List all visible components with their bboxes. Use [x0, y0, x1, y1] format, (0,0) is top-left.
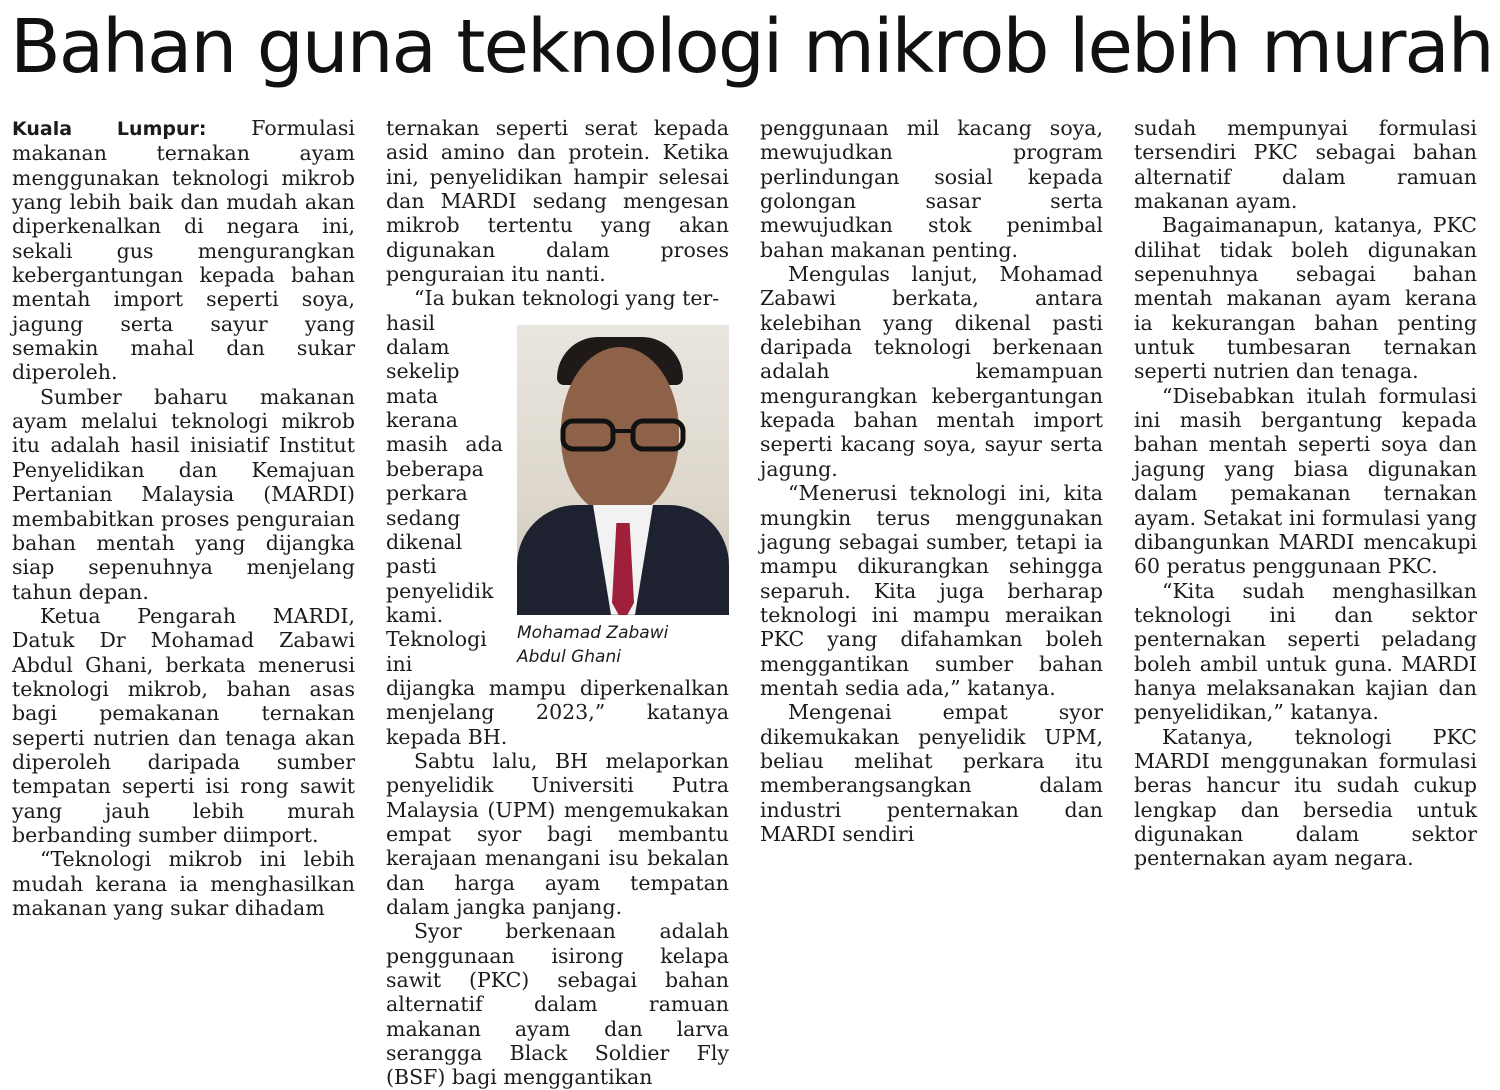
paragraph: penggunaan mil kacang soya, mewujudkan program perlindungan sosial kepada golongan sasar serta mewujudkan stok penimbal bahan makanan penting. [760, 116, 1103, 262]
article-column-2 [386, 116, 729, 1090]
paragraph: “Disebabkan itulah formulasi ini masih bergantung kepada bahan mentah seperti soya dan jagung yang biasa digunakan dalam pemakanan ternakan ayam. Setakat ini formulasi yang dibangunkan MARDI mencakupi 60 peratus penggunaan PKC. [1134, 383, 1477, 579]
photo-figure [517, 311, 739, 669]
paragraph: “Menerusi teknologi ini, kita mungkin terus menggunakan jagung sebagai sumber, tetapi ia mampu dikurangkan sehingga separuh. Kita juga berharap teknologi ini mampu meraikan PKC yang difahamkan boleh menggantikan sumber bahan mentah sedia ada,” katanya. [760, 481, 1103, 700]
paragraph: Sabtu lalu, BH melaporkan penyelidik Universiti Putra Malaysia (UPM) mengemukakan empat syor bagi membantu kerajaan menangani isu bekalan dan harga ayam tempatan dalam jangka panjang. [386, 748, 729, 919]
article-column-1 [12, 116, 355, 920]
paragraph-text: Formulasi makanan ternakan ayam menggunakan teknologi mikrob yang lebih baik dan mudah akan diperkenalkan di negara ini, sekali gus mengurangkan kebergantungan kepada bahan mentah import seperti soya, jagung serta sayur yang semakin mahal dan sukar diperoleh. [12, 116, 355, 385]
paragraph: Mengenai empat syor dikemukakan penyelidik UPM, beliau melihat perkara itu memberangsangkan dalam industri penternakan dan MARDI sendiri [760, 700, 1103, 846]
paragraph: Syor berkenaan adalah penggunaan isirong kelapa sawit (PKC) sebagai bahan alternatif dalam ramuan makanan ayam dan larva serangga Black Soldier Fly (BSF) bagi menggantikan [386, 919, 729, 1090]
paragraph: Sumber baharu makanan ayam melalui teknologi mikrob itu adalah hasil inisiatif Institut Penyelidikan dan Kemajuan Pertanian Malaysia (MARDI) membabitkan proses penguraian bahan mentah yang dijangka siap sepenuhnya menjelang tahun depan. [12, 384, 355, 604]
paragraph: “Kita sudah menghasilkan teknologi ini dan sektor penternakan seperti peladang boleh ambil untuk guna. MARDI hanya melaksanakan kajian dan penyelidikan,” katanya. [1134, 578, 1477, 725]
caption-line: Mohamad Zabawi [517, 622, 669, 643]
paragraph: “Teknologi mikrob ini lebih mudah kerana ia menghasilkan makanan yang sukar dihadam [12, 847, 355, 920]
article-column-4 [1134, 116, 1477, 871]
paragraph: sudah mempunyai formulasi tersendiri PKC sebagai bahan alternatif dalam ramuan makanan ayam. [1134, 116, 1477, 214]
paragraph: “Ia bukan teknologi yang ter- [414, 286, 720, 311]
paragraph: ternakan seperti serat kepada asid amino dan protein. Ketika ini, penyelidikan hampir selesai dan MARDI sedang mengesan mikrob tertentu yang akan digunakan dalam proses penguraian itu nanti. [386, 116, 729, 287]
paragraph [12, 116, 355, 385]
photo-caption [517, 621, 739, 669]
glasses-icon [557, 417, 689, 453]
caption-line: Abdul Ghani [517, 646, 621, 667]
headline: Bahan guna teknologi mikrob lebih murah [10, 4, 1493, 90]
paragraph: Bagaimanapun, katanya, PKC dilihat tidak boleh digunakan sepenuhnya sebagai bahan mentah makanan ayam kerana ia kekurangan bahan penting untuk tumbesaran ternakan seperti nutrien dan tenaga. [1134, 213, 1477, 384]
article-column-3 [760, 116, 1103, 846]
paragraph: Katanya, teknologi PKC MARDI menggunakan formulasi beras hancur itu sudah cukup lengkap dan bersedia untuk digunakan dalam sektor penternakan ayam negara. [1134, 724, 1477, 871]
paragraph: hasil dalam sekelip mata kerana masih ada beberapa perkara sedang dikenal pasti penyelidik kami. Teknologi ini dijangka mampu diperkenalkan menjelang 2023,” katanya kepada BH. [386, 310, 729, 749]
paragraph: Ketua Pengarah MARDI, Datuk Dr Mohamad Zabawi Abdul Ghani, berkata menerusi teknologi mikrob, bahan asas bagi pemakanan ternakan seperti nutrien dan tenaga akan diperoleh daripada sumber tempatan seperti isi rong sawit yang jauh lebih murah berbanding sumber diimport. [12, 603, 355, 847]
portrait-photo [517, 325, 729, 615]
dateline: Kuala Lumpur: [12, 118, 207, 140]
paragraph: Mengulas lanjut, Mohamad Zabawi berkata, antara kelebihan yang dikenal pasti daripada teknologi berkenaan adalah kemampuan mengurangkan kebergantungan kepada bahan mentah import seperti kacang soya, sayur serta jagung. [760, 262, 1103, 481]
